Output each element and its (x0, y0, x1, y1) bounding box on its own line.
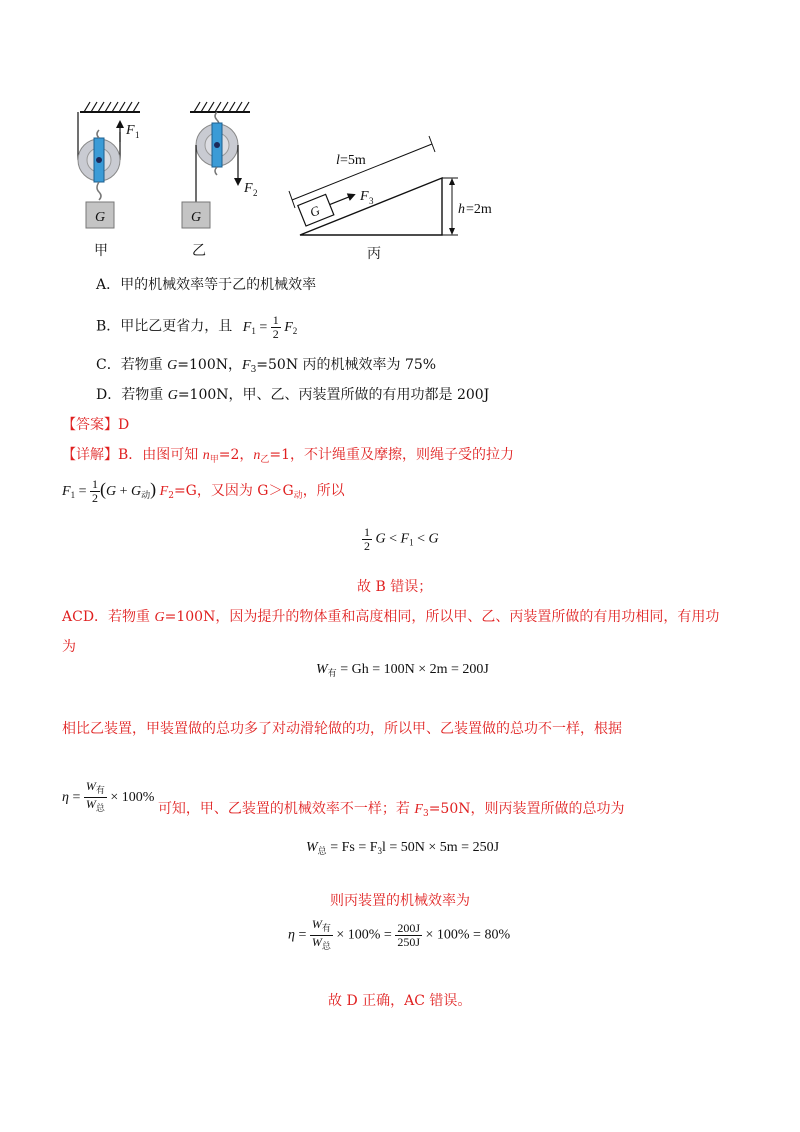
movable-pulley-jia (78, 112, 140, 228)
label-jia: 甲 (94, 243, 108, 259)
svg-text:1: 1 (135, 130, 140, 140)
physics-figure (60, 90, 520, 270)
detail-line-1: 【详解】B．由图可知 $n_甲=2$，$n_乙=1$，不计绳重及摩擦，则绳子受的拉力 (62, 447, 515, 465)
inequality-formula: $\frac{1}{2}$ $G < F_1 < G$ (364, 525, 439, 553)
svg-text:F: F (360, 189, 369, 204)
efficiency-formula: η = $\frac{W_有}{W_总}$ × 100% (62, 779, 158, 813)
label-yi: 乙 (192, 243, 206, 259)
option-b-formula: $F_1$ = $\frac{1}{2}$ $F_2$ (242, 313, 298, 341)
svg-text:=5m: =5m (340, 153, 366, 168)
total-work-formula: $W_总 = Fs = F_3l = 50N \times 5m = 250J$ (306, 840, 500, 856)
option-d: D．若物重 G=100N，甲、乙、丙装置所做的有用功都是 200J (96, 387, 490, 403)
efficiency-line: η = $\frac{W_有}{W_总}$ × 100% 可知，甲、乙装置的机械效率不一样；若 $F_3=50N$，则丙装置所做的总功为 (62, 779, 625, 819)
answer-label: 【答案】 (62, 417, 118, 433)
fixed-pulley-yi (182, 112, 258, 228)
option-b-text: B．甲比乙更省力，且 (96, 318, 233, 335)
useful-work-formula: $W_有 = Gh = 100N \times 2m = 200J$ (316, 662, 489, 678)
conclusion-b: 故 B 错误； (357, 579, 433, 595)
ceiling-yi (190, 102, 250, 112)
ceiling-jia (80, 102, 140, 112)
svg-text:F: F (244, 181, 253, 196)
svg-text:=2m: =2m (466, 202, 492, 217)
svg-text:3: 3 (369, 196, 374, 206)
option-b (96, 314, 297, 341)
answer-value: D (118, 417, 130, 433)
efficiency-result-formula: η = $\frac{W_有}{W_总}$ × 100% = $\frac{200J}{250J}$ × 100% = 80% (288, 917, 511, 951)
weight-label-yi: G (191, 210, 202, 225)
option-a: A．甲的机械效率等于乙的机械效率 (96, 277, 317, 293)
efficiency-label: 则丙装置的机械效率为 (330, 893, 470, 909)
svg-text:2: 2 (253, 188, 258, 198)
f1-formula: $F_1$ = $\frac{1}{2}$ $(G + G_动)$ (62, 477, 157, 505)
label-bing: 丙 (367, 246, 381, 262)
svg-text:F: F (126, 123, 135, 138)
incline-bing (289, 136, 492, 235)
detail-label: 【详解】 (62, 447, 118, 463)
weight-label-jia: G (95, 210, 106, 225)
acd-line-2: 为 (62, 639, 76, 655)
svg-text:l: l (336, 153, 340, 168)
detail-line-2: $F_1$ = $\frac{1}{2}$ $(G + G_动)$ $F_2=G$，又因为 $G>G_动$，所以 (62, 477, 345, 505)
option-c: C．若物重 G=100N，$F_3=50N$ 丙的机械效率为 75% (96, 357, 437, 375)
svg-text:h: h (458, 202, 465, 217)
compare-line: 相比乙装置，甲装置做的总功多了对动滑轮做的功，所以甲、乙装置做的总功不一样，根据 (62, 721, 622, 737)
acd-line-1: ACD．若物重 G=100N，因为提升的物体重和高度相同，所以甲、乙、丙装置所做的有用功相同，有用功 (62, 609, 720, 625)
answer-line (62, 416, 129, 434)
pulley-diagrams (60, 90, 520, 270)
final-conclusion: 故 D 正确，AC 错误。 (328, 993, 472, 1009)
svg-text:G: G (307, 202, 322, 220)
